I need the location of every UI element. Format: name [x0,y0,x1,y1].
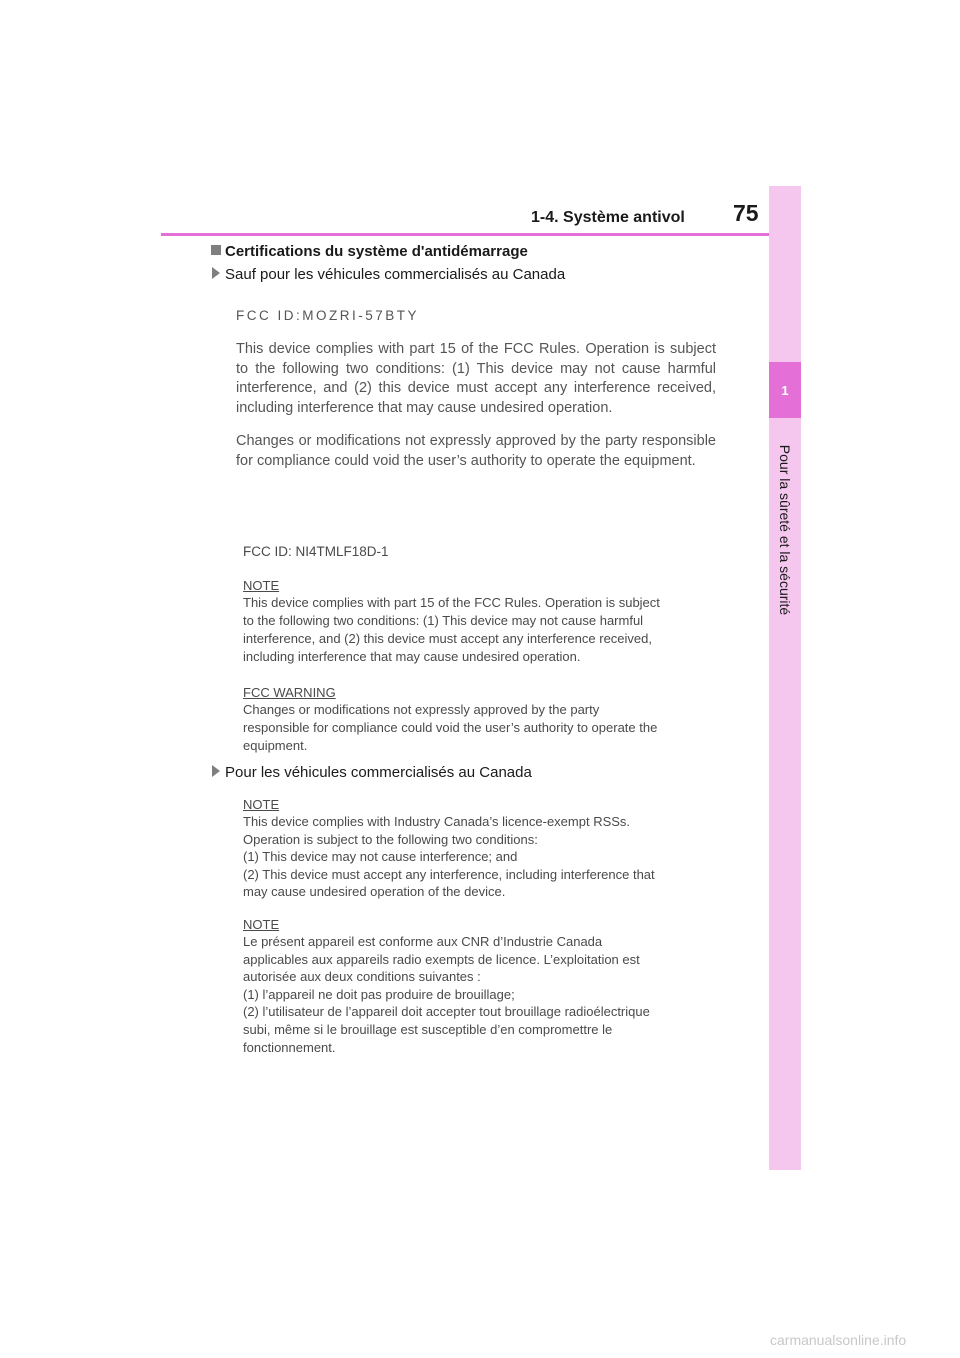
fcc-id-1: FCC ID:MOZRI-57BTY [236,308,420,323]
fcc-warning-header: FCC WARNING [243,685,336,700]
note-fr-line: (1) l’appareil ne doit pas produire de brouillage; [243,986,515,1002]
fcc-warning-text [243,701,715,755]
note-line: including interference that may cause undesired operation. [243,649,581,664]
note-header: NOTE [243,578,280,593]
header-rule [161,233,769,236]
certification-heading-text: Certifications du système d'antidémarrage [225,243,528,260]
fcc-label-1 [236,308,716,485]
warning-line: responsible for compliance could void the user’s authority to operate the [243,720,658,735]
note-line: interference, and (2) this device must accept any interference received, [243,631,652,646]
page-number: 75 [733,200,759,226]
note-fr-line: applicables aux appareils radio exempts de licence. L’exploitation est [243,951,640,967]
note-en-line: Operation is subject to the following two conditions: [243,831,538,847]
note-en-line: may cause undesired operation of the device. [243,884,506,900]
note-line: to the following two conditions: (1) This device may not cause harmful [243,613,644,628]
triangle-bullet-icon [212,267,220,279]
note-fr-line: (2) l’utilisateur de l’appareil doit accepter tout brouillage radioélectrique [243,1004,650,1020]
chapter-title: Pour la sûreté et la sécurité [777,444,793,616]
triangle-bullet-icon [212,765,220,777]
section-header-title: 1-4. Système antivol [531,209,685,226]
bullet-non-canada-text: Sauf pour les véhicules commercialisés au Canada [225,266,566,283]
certification-heading [211,243,528,260]
bullet-canada [212,764,532,781]
note-text [243,594,715,666]
note-fr-line: autorisée aux deux conditions suivantes : [243,969,481,985]
note-header-fr: NOTE [243,916,280,932]
note-text-fr [243,933,715,1056]
note-en-line: (1) This device may not cause interference; and [243,849,518,865]
fcc-label-1-para-1: This device complies with part 15 of the FCC Rules. Operation is subject to the following two conditions: (1) This device may not cause harmful interference, and (2) this device must accept any interference received, including interference that may cause undesired operation. [236,341,716,416]
fcc-id-2: FCC ID: NI4TMLF18D-1 [243,544,389,559]
note-en-line: This device complies with Industry Canada’s licence-exempt RSSs. [243,814,631,829]
note-fr-line: fonctionnement. [243,1039,336,1055]
note-header-en: NOTE [243,797,280,812]
bullet-non-canada [212,266,565,283]
note-fr-line: subi, même si le brouillage est susceptible d’en compromettre le [243,1021,613,1037]
fcc-label-2 [243,544,715,773]
fcc-label-1-para-2: Changes or modifications not expressly approved by the party responsible for compliance could void the user’s authority to operate the equipment. [236,433,716,469]
warning-line: Changes or modifications not expressly approved by the party [243,702,600,717]
note-text-en [243,813,715,901]
warning-line: equipment. [243,738,308,753]
note-line: This device complies with part 15 of the FCC Rules. Operation is subject [243,595,660,610]
square-bullet-icon [211,245,221,255]
ic-label [243,796,715,1071]
note-en-line: (2) This device must accept any interference, including interference that [243,866,655,882]
watermark: carmanualsonline.info [770,1332,907,1348]
note-fr-line: Le présent appareil est conforme aux CNR d’Industrie Canada [243,933,603,949]
chapter-number: 1 [769,362,801,418]
bullet-canada-text: Pour les véhicules commercialisés au Canada [225,764,532,781]
